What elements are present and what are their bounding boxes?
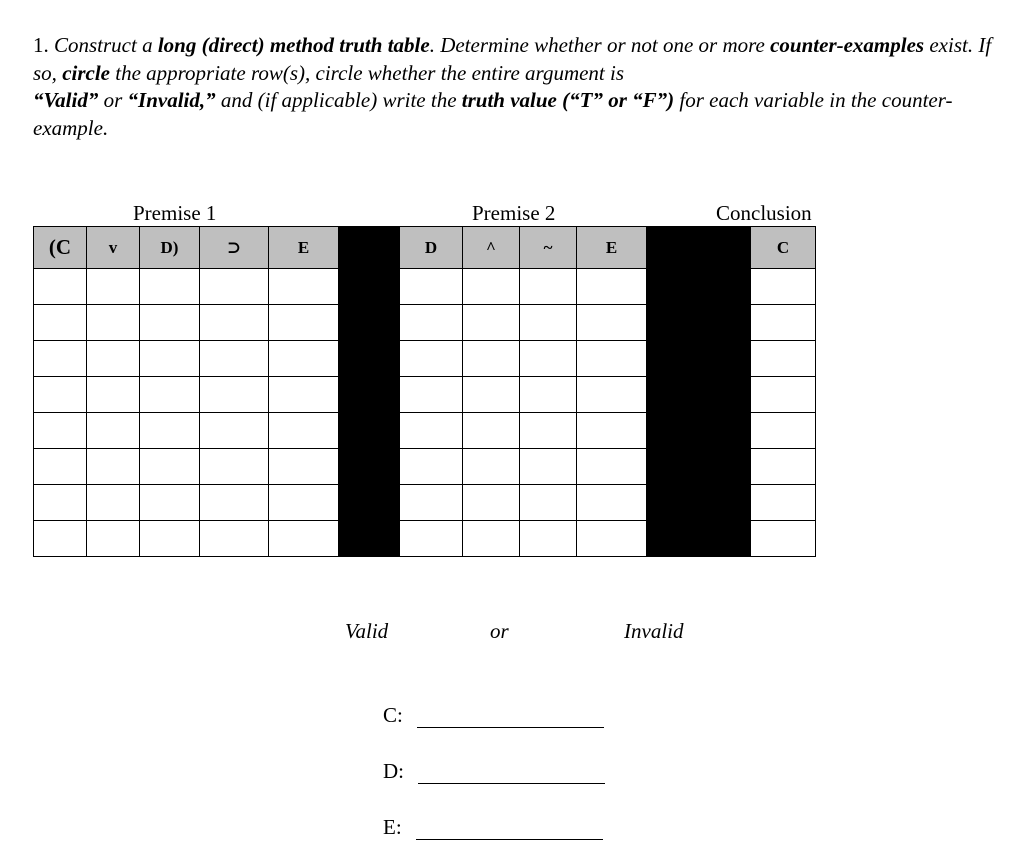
table-cell[interactable]	[400, 521, 463, 557]
counterexample-d	[383, 759, 605, 784]
table-cell[interactable]	[269, 449, 339, 485]
table-cell[interactable]	[751, 377, 816, 413]
separator-cell	[647, 413, 751, 449]
table-cell[interactable]	[463, 413, 520, 449]
table-cell[interactable]	[400, 269, 463, 305]
table-cell[interactable]	[140, 413, 200, 449]
table-cell[interactable]	[400, 413, 463, 449]
invalid-option[interactable]: Invalid	[624, 619, 684, 643]
table-cell[interactable]	[577, 305, 647, 341]
table-cell[interactable]	[520, 377, 577, 413]
separator-cell	[339, 269, 400, 305]
table-cell[interactable]	[400, 485, 463, 521]
table-cell[interactable]	[34, 377, 87, 413]
table-cell[interactable]	[751, 269, 816, 305]
table-cell[interactable]	[577, 341, 647, 377]
table-row[interactable]	[34, 485, 816, 521]
separator-cell	[339, 413, 400, 449]
table-cell[interactable]	[463, 485, 520, 521]
table-row[interactable]	[34, 521, 816, 557]
answer-blank[interactable]	[417, 707, 604, 728]
instr-text-6: and (if applicable) write the	[220, 88, 457, 112]
column-header: E	[577, 227, 647, 269]
column-header: D	[400, 227, 463, 269]
column-header: ⊃	[200, 227, 269, 269]
table-cell[interactable]	[463, 269, 520, 305]
question-number: 1.	[33, 33, 49, 57]
table-cell[interactable]	[140, 521, 200, 557]
table-cell[interactable]	[200, 485, 269, 521]
separator-cell	[339, 485, 400, 521]
separator-cell	[647, 377, 751, 413]
instr-bold-2: counter-examples	[770, 33, 925, 57]
table-cell[interactable]	[269, 521, 339, 557]
instr-text-5: or	[103, 88, 123, 112]
table-cell[interactable]	[577, 521, 647, 557]
table-cell[interactable]	[400, 377, 463, 413]
table-cell[interactable]	[34, 305, 87, 341]
separator-cell	[647, 341, 751, 377]
table-cell[interactable]	[200, 521, 269, 557]
table-cell[interactable]	[577, 485, 647, 521]
table-cell[interactable]	[140, 269, 200, 305]
instr-text-7: for each variable in the counter-example.	[33, 88, 953, 140]
table-cell[interactable]	[269, 485, 339, 521]
instr-text-2: . Determine whether or not one or more	[429, 33, 765, 57]
column-header: E	[269, 227, 339, 269]
table-cell[interactable]	[463, 305, 520, 341]
table-cell[interactable]	[751, 413, 816, 449]
instr-bold-5: “Invalid,”	[127, 88, 216, 112]
table-header-row	[34, 227, 816, 269]
column-header: D)	[140, 227, 200, 269]
table-row[interactable]	[34, 305, 816, 341]
table-cell[interactable]	[34, 521, 87, 557]
instr-text-4: the appropriate row(s), circle whether the entire argument is	[115, 60, 625, 85]
separator-cell	[647, 269, 751, 305]
table-cell[interactable]	[520, 341, 577, 377]
table-row[interactable]	[34, 269, 816, 305]
conclusion-label: Conclusion	[716, 201, 812, 225]
separator-cell	[647, 449, 751, 485]
table-cell[interactable]	[87, 521, 140, 557]
table-cell[interactable]	[463, 341, 520, 377]
table-cell[interactable]	[87, 269, 140, 305]
separator-cell	[647, 485, 751, 521]
premise-2-label: Premise 2	[472, 201, 556, 225]
table-cell[interactable]	[520, 485, 577, 521]
table-cell[interactable]	[87, 341, 140, 377]
table-cell[interactable]	[463, 521, 520, 557]
column-header: ^	[463, 227, 520, 269]
table-cell[interactable]	[200, 341, 269, 377]
truth-table	[33, 226, 816, 557]
table-cell[interactable]	[87, 377, 140, 413]
counterexample-label: D:	[383, 759, 404, 783]
table-cell[interactable]	[87, 485, 140, 521]
table-cell[interactable]	[269, 341, 339, 377]
column-header: (C	[34, 227, 87, 269]
instr-bold-3: circle	[62, 60, 110, 85]
table-cell[interactable]	[269, 269, 339, 305]
column-header: v	[87, 227, 140, 269]
separator-cell	[339, 521, 400, 557]
table-cell[interactable]	[269, 413, 339, 449]
table-cell[interactable]	[34, 269, 87, 305]
table-cell[interactable]	[520, 449, 577, 485]
table-cell[interactable]	[400, 449, 463, 485]
separator-column	[339, 227, 400, 269]
table-cell[interactable]	[520, 413, 577, 449]
table-cell[interactable]	[577, 377, 647, 413]
table-cell[interactable]	[140, 305, 200, 341]
table-cell[interactable]	[463, 377, 520, 413]
table-cell[interactable]	[140, 341, 200, 377]
counterexample-e	[383, 815, 603, 840]
table-cell[interactable]	[34, 341, 87, 377]
table-cell[interactable]	[751, 341, 816, 377]
table-cell[interactable]	[577, 449, 647, 485]
separator-column	[647, 227, 751, 269]
table-cell[interactable]	[140, 377, 200, 413]
separator-cell	[647, 305, 751, 341]
table-cell[interactable]	[34, 485, 87, 521]
instructions	[33, 32, 993, 142]
table-cell[interactable]	[520, 521, 577, 557]
premise-1-label: Premise 1	[133, 201, 217, 225]
column-header: ~	[520, 227, 577, 269]
table-cell[interactable]	[751, 521, 816, 557]
table-row[interactable]	[34, 341, 816, 377]
table-cell[interactable]	[34, 449, 87, 485]
counterexample-c	[383, 703, 604, 728]
table-row[interactable]	[34, 413, 816, 449]
counterexample-label: E:	[383, 815, 402, 839]
valid-option[interactable]: Valid	[345, 619, 389, 643]
separator-cell	[339, 449, 400, 485]
instr-text-1: Construct a	[54, 33, 153, 57]
table-cell[interactable]	[463, 449, 520, 485]
table-cell[interactable]	[520, 305, 577, 341]
or-label: or	[490, 619, 509, 643]
table-cell[interactable]	[400, 305, 463, 341]
table-cell[interactable]	[200, 269, 269, 305]
separator-cell	[339, 377, 400, 413]
table-row[interactable]	[34, 377, 816, 413]
table-cell[interactable]	[200, 377, 269, 413]
table-cell[interactable]	[87, 305, 140, 341]
table-cell[interactable]	[87, 413, 140, 449]
instr-text-3: exist. If so,	[33, 33, 992, 85]
table-cell[interactable]	[577, 269, 647, 305]
table-cell[interactable]	[140, 449, 200, 485]
table-cell[interactable]	[34, 413, 87, 449]
table-cell[interactable]	[520, 269, 577, 305]
separator-cell	[647, 521, 751, 557]
instr-bold-6: truth value (“T” or “F”)	[461, 88, 675, 112]
column-header: C	[751, 227, 816, 269]
table-cell[interactable]	[200, 305, 269, 341]
table-row[interactable]	[34, 449, 816, 485]
table-cell[interactable]	[269, 377, 339, 413]
instr-bold-1: long (direct) method truth table	[157, 33, 430, 57]
table-cell[interactable]	[751, 485, 816, 521]
table-cell[interactable]	[200, 413, 269, 449]
table-cell[interactable]	[140, 485, 200, 521]
table-cell[interactable]	[751, 305, 816, 341]
instr-bold-4: “Valid”	[33, 88, 99, 112]
table-cell[interactable]	[200, 449, 269, 485]
separator-cell	[339, 305, 400, 341]
answer-blank[interactable]	[418, 763, 605, 784]
counterexample-label: C:	[383, 703, 403, 727]
table-cell[interactable]	[400, 341, 463, 377]
separator-cell	[339, 341, 400, 377]
table-cell[interactable]	[269, 305, 339, 341]
table-cell[interactable]	[87, 449, 140, 485]
answer-blank[interactable]	[416, 819, 603, 840]
table-cell[interactable]	[577, 413, 647, 449]
table-cell[interactable]	[751, 449, 816, 485]
